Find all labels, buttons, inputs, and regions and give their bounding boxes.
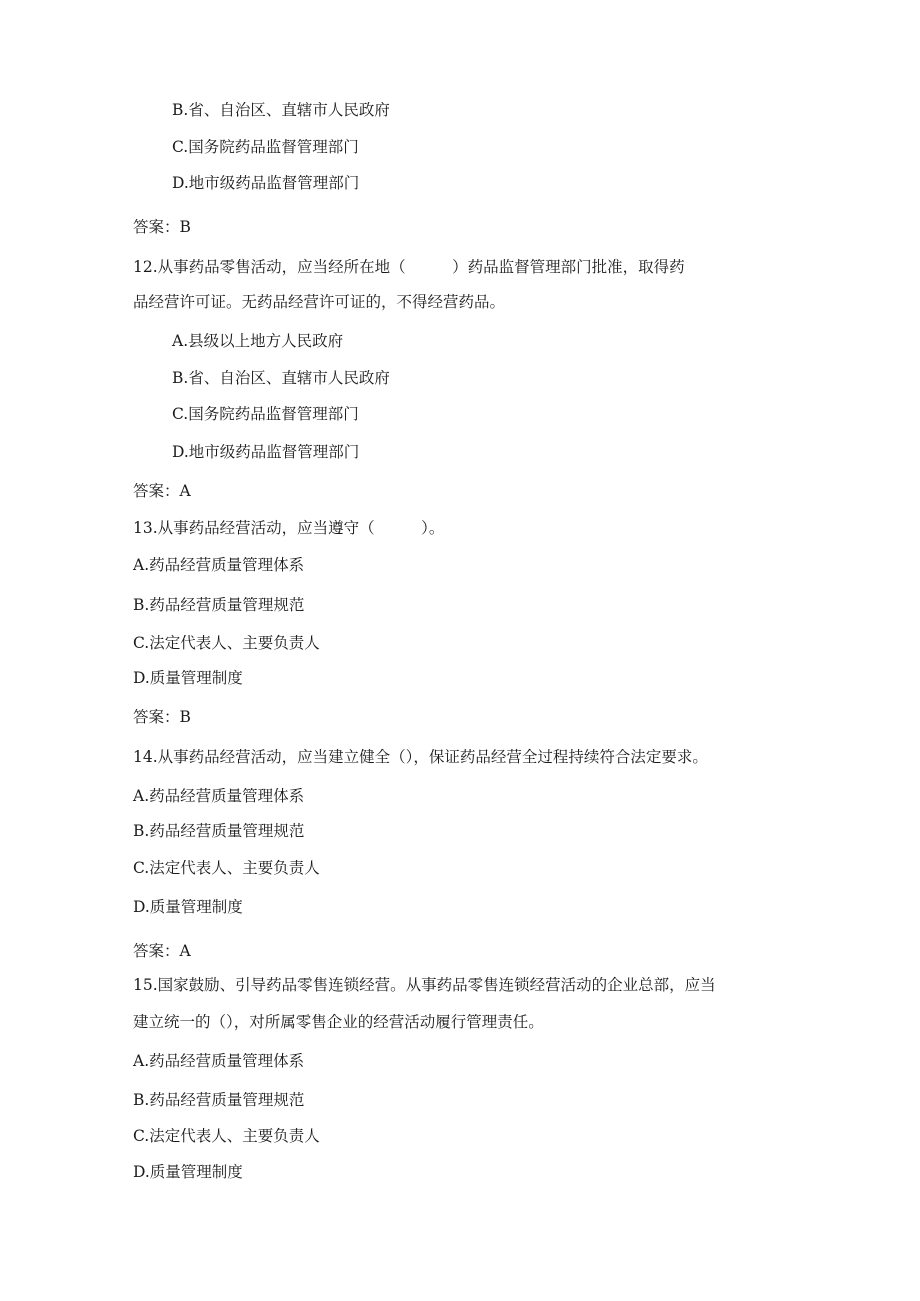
q15-option-b: B.药品经营质量管理规范 <box>133 1091 305 1109</box>
q15-stem-line2: 建立统一的（），对所属零售企业的经营活动履行管理责任。 <box>133 1013 544 1031</box>
q15-option-c: C.法定代表人、主要负责人 <box>133 1127 320 1145</box>
q13-option-b: B.药品经营质量管理规范 <box>133 596 305 614</box>
q14-answer: 答案：A <box>133 942 191 960</box>
q12-answer: 答案：A <box>133 482 191 500</box>
q11-answer: 答案：B <box>133 218 191 236</box>
q12-stem-line2: 品经营许可证。无药品经营许可证的，不得经营药品。 <box>133 293 506 311</box>
q12-option-a: A.县级以上地方人民政府 <box>172 332 344 350</box>
q11-option-d: D.地市级药品监督管理部门 <box>172 174 360 192</box>
q12-option-d: D.地市级药品监督管理部门 <box>172 443 360 461</box>
q12-stem-line1: 12.从事药品零售活动，应当经所在地（ ）药品监督管理部门批准，取得药 <box>133 258 685 276</box>
q13-option-a: A.药品经营质量管理体系 <box>133 556 305 574</box>
q12-option-c: C.国务院药品监督管理部门 <box>172 405 359 423</box>
q14-option-b: B.药品经营质量管理规范 <box>133 822 305 840</box>
q13-option-c: C.法定代表人、主要负责人 <box>133 634 320 652</box>
q15-stem-line1: 15.国家鼓励、引导药品零售连锁经营。从事药品零售连锁经营活动的企业总部，应当 <box>133 976 716 994</box>
q14-option-a: A.药品经营质量管理体系 <box>133 787 305 805</box>
q14-option-d: D.质量管理制度 <box>133 898 243 916</box>
q15-option-d: D.质量管理制度 <box>133 1163 243 1181</box>
q13-stem: 13.从事药品经营活动，应当遵守（ ）。 <box>133 519 445 537</box>
q15-option-a: A.药品经营质量管理体系 <box>133 1052 305 1070</box>
q13-answer: 答案：B <box>133 708 191 726</box>
q11-option-b: B.省、自治区、直辖市人民政府 <box>172 101 390 119</box>
q14-option-c: C.法定代表人、主要负责人 <box>133 859 320 877</box>
q14-stem: 14.从事药品经营活动，应当建立健全（），保证药品经营全过程持续符合法定要求。 <box>133 748 708 766</box>
q12-option-b: B.省、自治区、直辖市人民政府 <box>172 369 390 387</box>
q13-option-d: D.质量管理制度 <box>133 669 243 687</box>
q11-option-c: C.国务院药品监督管理部门 <box>172 138 359 156</box>
